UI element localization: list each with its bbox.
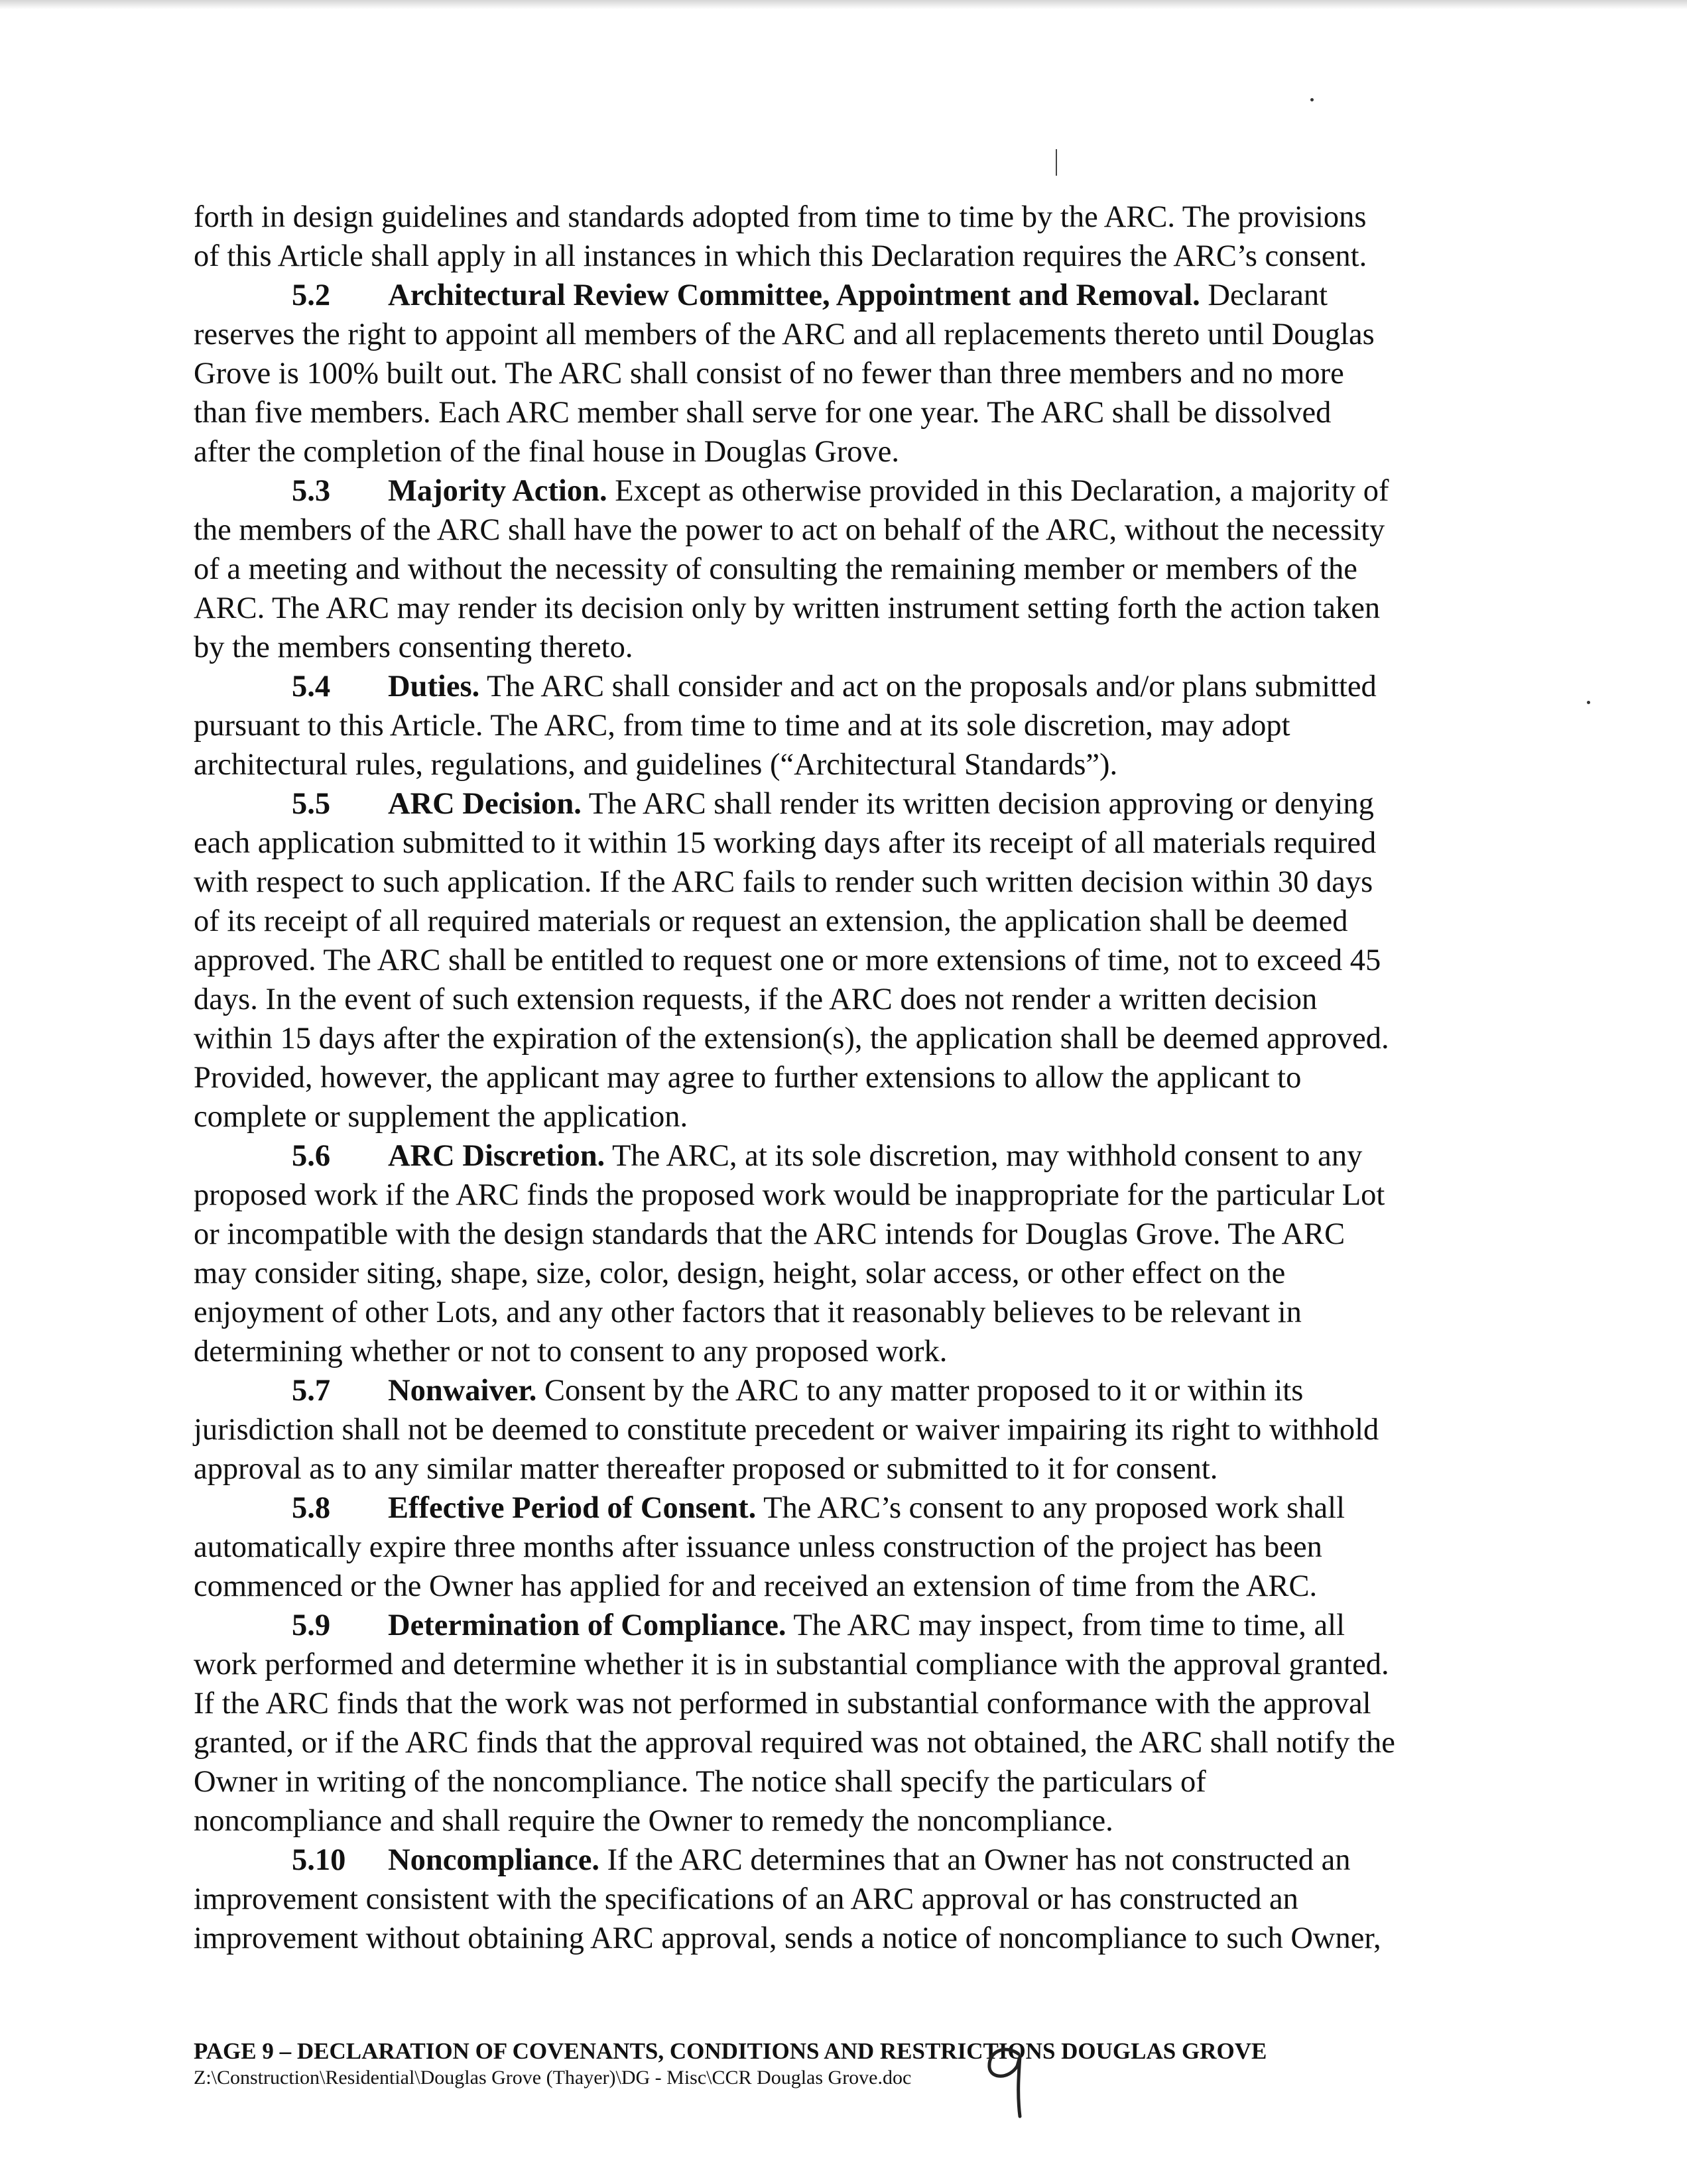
section-number: 5.3	[292, 474, 331, 508]
section-number: 5.4	[292, 670, 331, 703]
text-line: jurisdiction shall not be deemed to constitute precedent or waiver impairing its right to withhold	[194, 1413, 1379, 1447]
section-heading: Noncompliance.	[388, 1843, 600, 1877]
section-text: If the ARC determines that an Owner has not constructed an	[599, 1843, 1351, 1877]
section-first-line	[194, 784, 1493, 823]
section-number: 5.5	[292, 787, 331, 821]
section-heading: Determination of Compliance.	[388, 1608, 786, 1642]
text-line: days. In the event of such extension requests, if the ARC does not render a written decision	[194, 983, 1318, 1016]
section-heading: ARC Decision.	[388, 787, 582, 821]
page-footer	[194, 2037, 1493, 2091]
text-line: noncompliance and shall require the Owner to remedy the noncompliance.	[194, 1804, 1113, 1838]
scan-speck	[1587, 701, 1590, 704]
text-line: with respect to such application. If the ARC fails to render such written decision within 30 days	[194, 865, 1373, 899]
section-number: 5.2	[292, 278, 331, 312]
text-line: determining whether or not to consent to any proposed work.	[194, 1335, 948, 1368]
section-first-line	[194, 276, 1493, 315]
text-line: of its receipt of all required materials or request an extension, the application shall be deemed	[194, 904, 1348, 938]
section-first-line	[194, 1606, 1493, 1645]
text-line: approval as to any similar matter thereafter proposed or submitted to it for consent.	[194, 1452, 1218, 1486]
text-line: proposed work if the ARC finds the proposed work would be inappropriate for the particular Lot	[194, 1178, 1385, 1212]
text-line: enjoyment of other Lots, and any other factors that it reasonably believes to be relevant in	[194, 1296, 1302, 1329]
text-line: of a meeting and without the necessity of consulting the remaining member or members of the	[194, 552, 1357, 586]
text-line: improvement consistent with the specifications of an ARC approval or has constructed an	[194, 1882, 1298, 1916]
section-number: 5.10	[292, 1843, 346, 1877]
section-text: The ARC’s consent to any proposed work shall	[756, 1491, 1345, 1525]
text-line: reserves the right to appoint all members of the ARC and all replacements thereto until Douglas	[194, 318, 1375, 351]
text-line: by the members consenting thereto.	[194, 631, 633, 664]
text-line: commenced or the Owner has applied for and received an extension of time from the ARC.	[194, 1569, 1318, 1603]
section-heading: Duties.	[388, 670, 480, 703]
document-body	[194, 198, 1493, 1958]
text-line: within 15 days after the expiration of the extension(s), the application shall be deemed approved.	[194, 1022, 1389, 1056]
text-line: each application submitted to it within 15 working days after its receipt of all materials required	[194, 826, 1377, 860]
text-line: complete or supplement the application.	[194, 1100, 688, 1134]
section-5-8	[194, 1488, 1493, 1606]
section-text: The ARC shall consider and act on the proposals and/or plans submitted	[479, 670, 1377, 703]
section-text: Declarant	[1200, 278, 1328, 312]
section-text: The ARC shall render its written decision approving or denying	[581, 787, 1374, 821]
section-heading: Effective Period of Consent.	[388, 1491, 757, 1525]
text-line: forth in design guidelines and standards adopted from time to time by the ARC. The provisions	[194, 200, 1367, 234]
text-line: or incompatible with the design standards that the ARC intends for Douglas Grove. The ARC	[194, 1217, 1345, 1251]
text-line: work performed and determine whether it is in substantial compliance with the approval granted.	[194, 1648, 1389, 1681]
section-heading: Architectural Review Committee, Appointment and Removal.	[388, 278, 1200, 312]
section-number: 5.8	[292, 1491, 331, 1525]
handwritten-page-number	[980, 2042, 1033, 2122]
text-line: ARC. The ARC may render its decision only by written instrument setting forth the action taken	[194, 591, 1381, 625]
text-line: If the ARC finds that the work was not performed in substantial conformance with the approval	[194, 1687, 1371, 1721]
footer-file-path: Z:\Construction\Residential\Douglas Grove (Thayer)\DG - Misc\CCR Douglas Grove.doc	[194, 2067, 912, 2089]
section-first-line	[194, 1136, 1493, 1176]
text-line: Owner in writing of the noncompliance. The notice shall specify the particulars of	[194, 1765, 1206, 1799]
section-5-5	[194, 784, 1493, 1136]
text-line: after the completion of the final house in Douglas Grove.	[194, 435, 900, 469]
section-5-10	[194, 1841, 1493, 1958]
section-5-7	[194, 1371, 1493, 1488]
text-line: automatically expire three months after issuance unless construction of the project has been	[194, 1530, 1322, 1564]
text-line: the members of the ARC shall have the power to act on behalf of the ARC, without the necessity	[194, 513, 1385, 547]
section-first-line	[194, 1371, 1493, 1410]
section-first-line	[194, 1841, 1493, 1880]
section-text: Consent by the ARC to any matter proposed to it or within its	[536, 1374, 1304, 1408]
section-5-6	[194, 1136, 1493, 1371]
section-text: Except as otherwise provided in this Declaration, a majority of	[607, 474, 1389, 508]
section-5-3	[194, 471, 1493, 667]
text-line: improvement without obtaining ARC approval, sends a notice of noncompliance to such Owner,	[194, 1921, 1381, 1955]
section-first-line	[194, 667, 1493, 706]
section-text: The ARC may inspect, from time to time, all	[786, 1608, 1345, 1642]
text-line: granted, or if the ARC finds that the approval required was not obtained, the ARC shall notify the	[194, 1726, 1395, 1760]
text-line: architectural rules, regulations, and guidelines (“Architectural Standards”).	[194, 748, 1118, 782]
scan-edge	[0, 0, 1687, 9]
section-5-9	[194, 1606, 1493, 1841]
scan-mark	[1056, 149, 1057, 176]
text-line: Grove is 100% built out. The ARC shall consist of no fewer than three members and no more	[194, 357, 1344, 391]
text-line: approved. The ARC shall be entitled to request one or more extensions of time, not to exceed 45	[194, 943, 1381, 977]
scan-speck	[1310, 98, 1314, 101]
section-5-4	[194, 667, 1493, 784]
section-heading: Nonwaiver.	[388, 1374, 537, 1408]
section-5-2	[194, 276, 1493, 471]
text-line: Provided, however, the applicant may agree to further extensions to allow the applicant to	[194, 1061, 1302, 1095]
section-text: The ARC, at its sole discretion, may withhold consent to any	[605, 1139, 1363, 1173]
text-line: may consider siting, shape, size, color, design, height, solar access, or other effect on the	[194, 1256, 1286, 1290]
paragraph-continuation	[194, 198, 1493, 276]
section-number: 5.9	[292, 1608, 331, 1642]
text-line: pursuant to this Article. The ARC, from time to time and at its sole discretion, may adopt	[194, 709, 1290, 743]
section-first-line	[194, 471, 1493, 511]
footer-title: PAGE 9 – DECLARATION OF COVENANTS, CONDITIONS AND RESTRICTIONS DOUGLAS GROVE	[194, 2038, 1267, 2064]
text-line: than five members. Each ARC member shall serve for one year. The ARC shall be dissolved	[194, 396, 1332, 430]
section-number: 5.6	[292, 1139, 331, 1173]
section-number: 5.7	[292, 1374, 331, 1408]
section-first-line	[194, 1488, 1493, 1528]
section-heading: Majority Action.	[388, 474, 607, 508]
text-line: of this Article shall apply in all instances in which this Declaration requires the ARC’s consent.	[194, 239, 1367, 273]
section-heading: ARC Discretion.	[388, 1139, 605, 1173]
